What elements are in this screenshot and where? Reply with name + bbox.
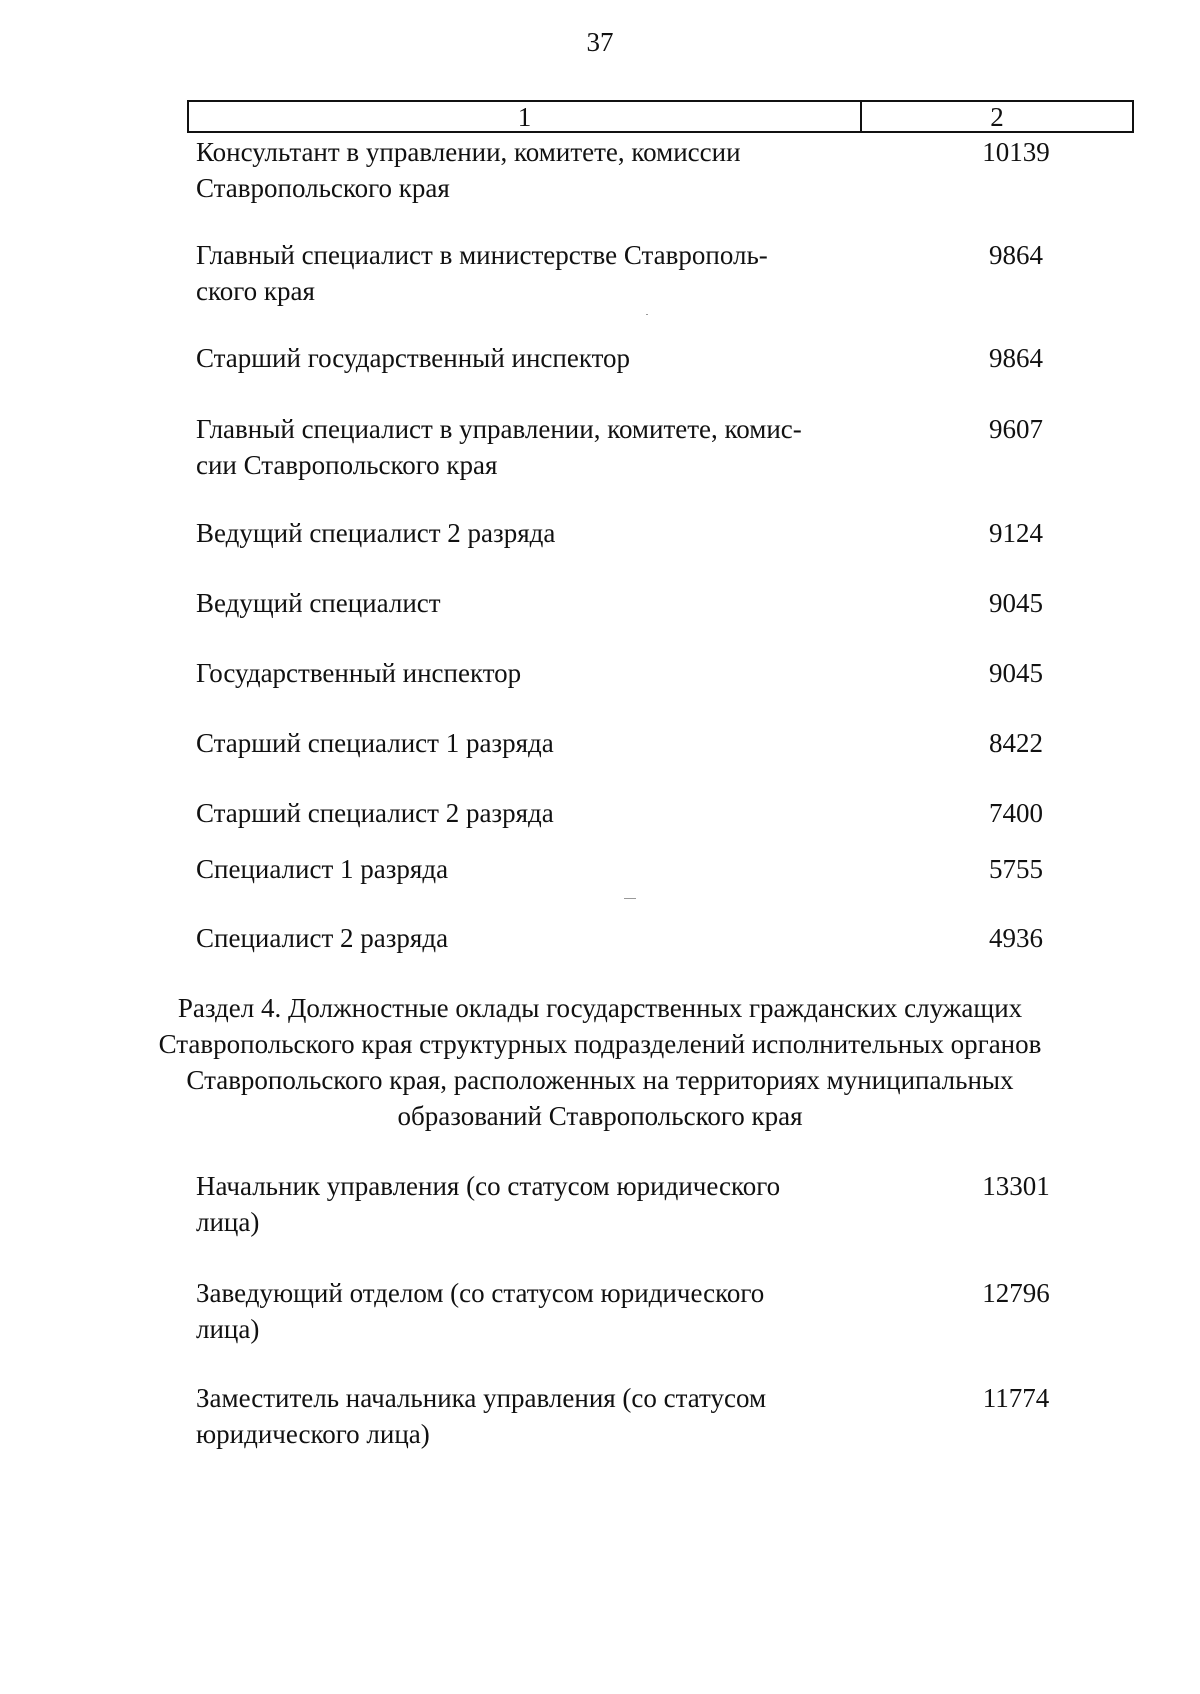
page-number: 37 <box>586 27 614 57</box>
salary-value: 8422 <box>989 728 1043 758</box>
salary-value: 7400 <box>989 798 1043 828</box>
position-label: Старший государственный инспектор <box>196 343 631 373</box>
position-label: Ведущий специалист 2 разряда <box>196 518 556 548</box>
position-label: Старший специалист 2 разряда <box>196 798 554 828</box>
salary-value: 12796 <box>982 1278 1050 1308</box>
salary-value: 13301 <box>982 1171 1050 1201</box>
scan-speck <box>624 898 636 899</box>
column-1-header: 1 <box>189 102 862 131</box>
salary-value: 11774 <box>982 1383 1050 1413</box>
position-label: Консультант в управлении, комитете, комиссии Ставропольского края <box>196 137 741 203</box>
salary-value: 5755 <box>989 854 1043 884</box>
salary-value: 9864 <box>989 343 1043 373</box>
table-header <box>187 100 1134 133</box>
position-label: Специалист 2 разряда <box>196 923 449 953</box>
salary-value: 9124 <box>989 518 1043 548</box>
position-label: Начальник управления (со статусом юридического лица) <box>196 1171 781 1237</box>
position-label: Заведующий отделом (со статусом юридического лица) <box>196 1278 765 1344</box>
salary-value: 9864 <box>989 240 1043 270</box>
position-label: Государственный инспектор <box>196 658 522 688</box>
salary-value: 10139 <box>982 137 1050 167</box>
position-label: Главный специалист в управлении, комитете, комис- сии Ставропольского края <box>196 414 802 480</box>
salary-value: 9045 <box>989 658 1043 688</box>
salary-value: 9607 <box>989 414 1043 444</box>
position-label: Ведущий специалист <box>196 588 441 618</box>
section-4-title: Раздел 4. Должностные оклады государственных гражданских служащих Ставропольского края структурных подразделений исполнительных органов Ставропольского края, расположенных на территориях муниципальных образований Ставропольского края <box>158 993 1042 1131</box>
scan-speck <box>646 314 648 315</box>
salary-value: 4936 <box>989 923 1043 953</box>
position-label: Заместитель начальника управления (со статусом юридического лица) <box>196 1383 767 1449</box>
position-label: Главный специалист в министерстве Ставрополь- ского края <box>196 240 768 306</box>
salary-value: 9045 <box>989 588 1043 618</box>
position-label: Старший специалист 1 разряда <box>196 728 554 758</box>
column-2-header: 2 <box>990 102 1004 132</box>
position-label: Специалист 1 разряда <box>196 854 449 884</box>
